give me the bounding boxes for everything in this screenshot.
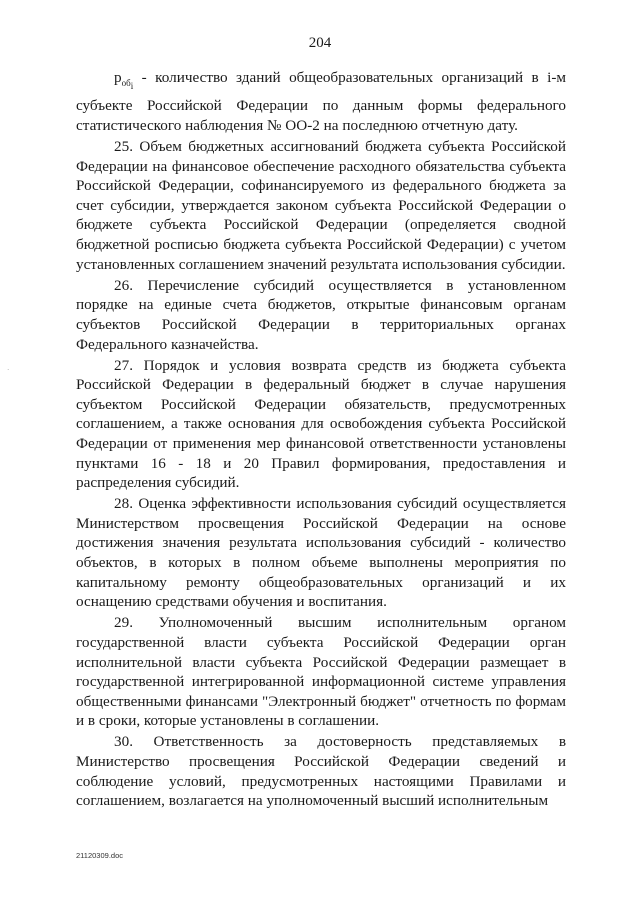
page-number: 204 <box>308 35 332 51</box>
paragraph-26: 26. Перечисление субсидий осуществляется в установленном порядке на единые счета бюджетов, открытые финансовым органам субъектов Российской Федерации в территориальных органах Федерального казначейства. <box>76 276 566 353</box>
document-body <box>76 68 566 812</box>
paragraph-text: - количество зданий общеобразовательных организаций в i-м субъекте Российской Федерации по данным формы федерального статистического наблюдения № ОО-2 на последнюю отчетную дату. <box>76 69 566 135</box>
paragraph-27: 27. Порядок и условия возврата средств из бюджета субъекта Российской Федерации в федеральный бюджет в случае нарушения субъектом Российской Федерации обязательств, предусмотренных соглашением, а также основания для освобождения субъекта Российской Федерации от применения мер финансовой ответственности установлены пунктами 16 - 18 и 20 Правил формирования, предоставления и распределения субсидий. <box>76 356 566 492</box>
paragraph-25: 25. Объем бюджетных ассигнований бюджета субъекта Российской Федерации на финансовое обеспечение расходного обязательства субъекта Российской Федерации, софинансируемого из федерального бюджета за счет субсидии, утверждается законом субъекта Российской Федерации о бюджете субъекта Российской Федерации (определяется сводной бюджетной росписью бюджета субъекта Российской Федерации) с учетом установленных соглашением значений результата использования субсидии. <box>76 138 566 273</box>
paragraph-29: 29. Уполномоченный высшим исполнительным органом государственной власти субъекта Российской Федерации орган исполнительной власти субъекта Российской Федерации размещает в государственной интегрированной информационной системе управления общественными финансами "Электронный бюджет" отчетность по формам и в сроки, которые установлены в соглашении. <box>76 614 566 730</box>
paragraph-definition <box>76 68 566 136</box>
margin-mark: · <box>7 366 10 374</box>
paragraph-30: 30. Ответственность за достоверность представляемых в Министерство просвещения Российской Федерации сведений и соблюдение условий, предусмотренных настоящими Правилами и соглашением, возлагается на уполномоченный высший исполнительным <box>76 733 566 810</box>
footer-filename: 21120309.doc <box>76 851 123 860</box>
paragraph-28: 28. Оценка эффективности использования субсидий осуществляется Министерством просвещения Российской Федерации на основе достижения значения результата использования субсидий - количество объектов, в которых в полном объеме выполнены мероприятия по капитальному ремонту общеобразовательных организаций и их оснащению средствами обучения и воспитания. <box>76 495 566 611</box>
formula-symbol: $p_{об_i}$ <box>114 69 134 91</box>
